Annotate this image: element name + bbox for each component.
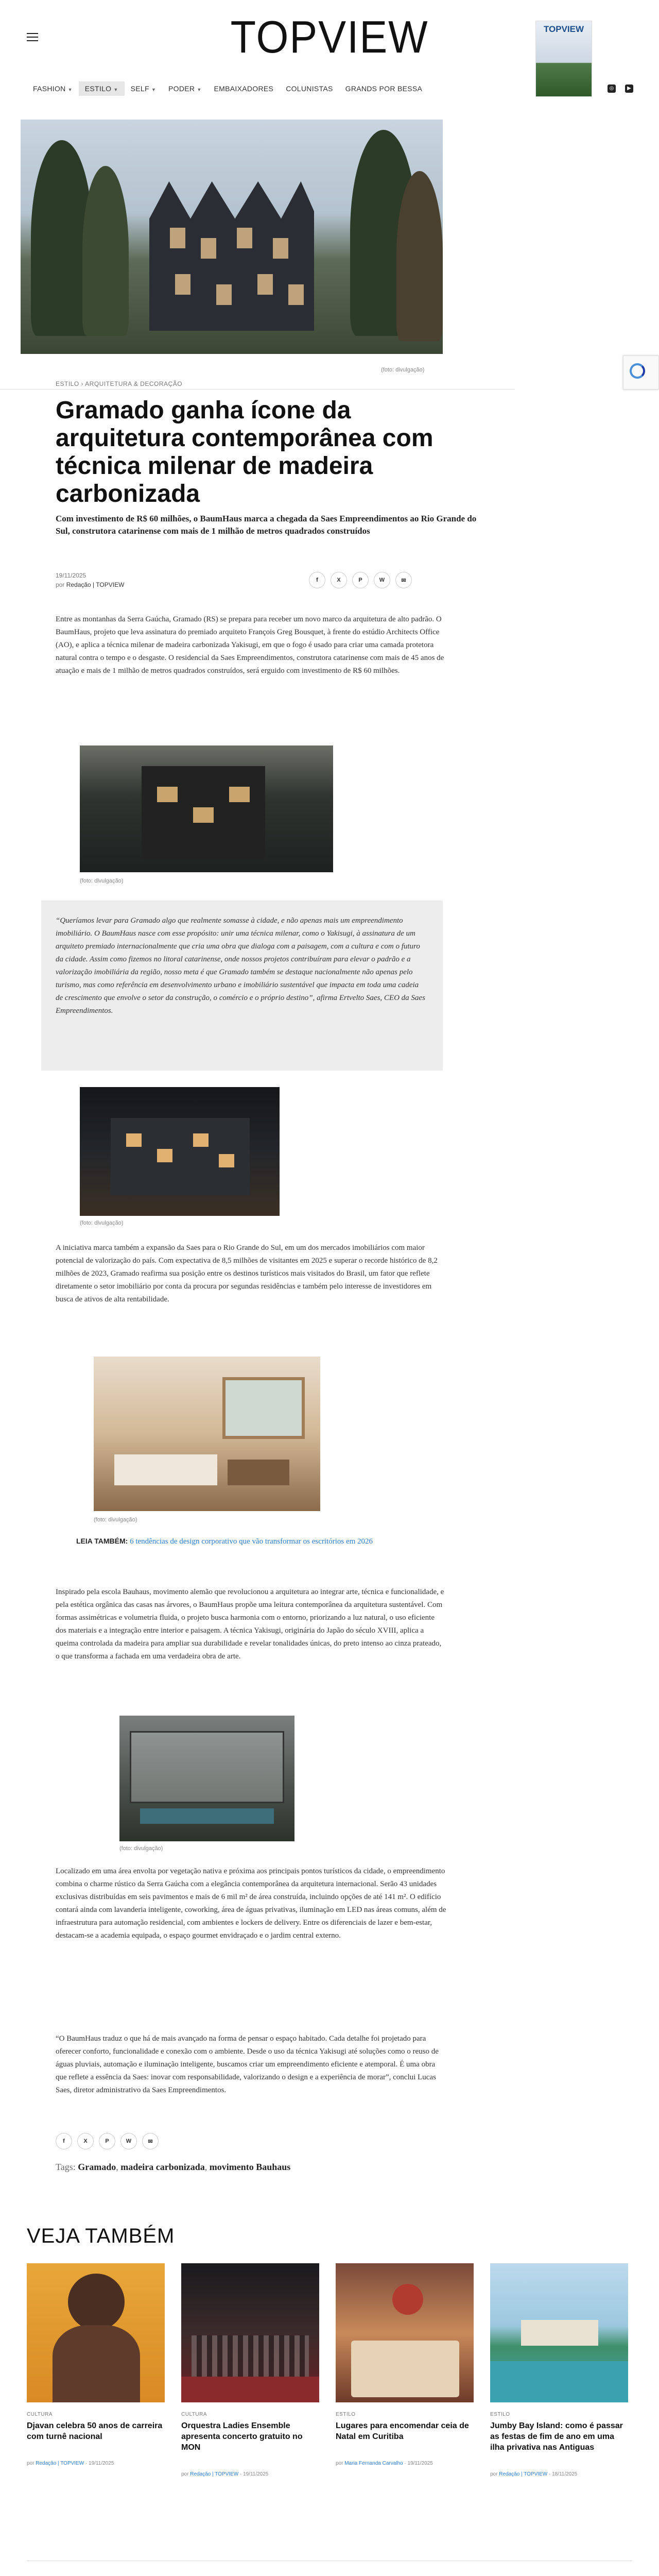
card-category[interactable]: CULTURA: [181, 2412, 207, 2417]
article-photo-interior: [94, 1357, 320, 1511]
pinterest-share-icon[interactable]: P: [352, 572, 369, 588]
pinterest-share-icon[interactable]: P: [99, 2133, 115, 2149]
instagram-icon[interactable]: ◎: [608, 84, 616, 93]
related-card-image[interactable]: [490, 2263, 628, 2402]
card-author[interactable]: Redação | TOPVIEW: [499, 2471, 548, 2477]
tags-label: Tags:: [56, 2162, 76, 2172]
article-paragraph: “O BaumHaus traduz o que há de mais avançado na forma de pensar o espaço habitado. Cada detalhe foi projetado para oferecer conforto, funcionalidade e conexão com o ambiente. Desde o uso da técnica Yakisugi até soluções como o reuso de águas pluviais, automação e iluminação inteligente, buscamos criar um empreendimento eficiente e atemporal. É uma obra que reflete a essência da Saes: inovar com responsabilidade, valorizando o design e a experiência de morar”, conclui Lucas Saes, diretor administrativo da Saes Empreendimentos.: [56, 2035, 439, 2094]
article-date: 19/11/2025: [56, 572, 86, 579]
card-date: 19/11/2025: [243, 2471, 269, 2477]
photo-caption: (foto: divulgação): [80, 878, 124, 884]
card-date: 18/11/2025: [552, 2471, 578, 2477]
whatsapp-share-icon[interactable]: W: [374, 572, 390, 588]
nav-colunistas[interactable]: COLUNISTAS: [286, 84, 333, 93]
x-share-icon[interactable]: X: [331, 572, 347, 588]
article-paragraph: A iniciativa marca também a expansão da Saes para o Rio Grande do Sul, em um dos mercados imobiliários com maior potencial de valorização do país. Com expectativa de 8,5 milhões de visitantes em 2025 e superar o recorde histórico de 8,2 milhões de 2023, Gramado reafirma sua posição entre os destinos turísticos mais visitados do Brasil, um fator que reflete diretamente o setor imobiliário por conta da procura por segundas residências e também pelo interesse de investidores em busca de ativos de alta rentabilidade.: [56, 1244, 438, 1303]
site-logo[interactable]: TOPVIEW: [230, 11, 429, 62]
magazine-cover-title: TOPVIEW: [543, 24, 584, 34]
photo-caption: (foto: divulgação): [94, 1517, 137, 1523]
card-meta: por Maria Fernanda Carvalho · 19/11/2025: [336, 2461, 433, 2466]
related-card-image[interactable]: [336, 2263, 474, 2402]
photo-caption: (foto: divulgação): [119, 1845, 163, 1852]
related-link-block: [76, 1535, 437, 1548]
main-nav: [27, 81, 428, 96]
tags: Tags: Gramado, madeira carbonizada, movimento Bauhaus: [56, 2162, 291, 2172]
nav-grands-por-bessa[interactable]: GRANDS POR BESSA: [345, 84, 423, 93]
article-paragraph: Localizado em uma área envolta por vegetação nativa e próxima aos principais pontos turísticos da cidade, o empreendimento combina o charme rústico da Serra Gaúcha com a elegância contemporânea da arquitetura internacional. Serão 43 unidades exclusivas distribuídas em seis pavimentos e mais de 6 mil m² de área construída, incluindo opções de até 141 m². O edifício contará ainda com lavanderia inteligente, coworking, área de águas privativas, iluminação em LED nas áreas comuns, além de infraestrutura para automação residencial, com ambientes e lockers de delivery. Entre os diferenciais de lazer e bem-estar, destacam-se a academia equipada, o espaço gourmet envidraçado e o jardim central externo.: [56, 1867, 446, 1940]
nav-fashion[interactable]: FASHION ▼: [33, 84, 73, 93]
card-author[interactable]: Maria Fernanda Carvalho: [344, 2461, 403, 2466]
magazine-cover[interactable]: [535, 21, 592, 97]
chevron-down-icon: ▼: [197, 87, 202, 92]
chevron-down-icon: ▼: [113, 87, 118, 92]
author-prefix: por: [56, 581, 65, 588]
article-paragraph: Entre as montanhas da Serra Gaúcha, Gramado (RS) se prepara para receber um novo marco da arquitetura de alto padrão. O BaumHaus, projeto que leva assinatura do premiado arquiteto François Greg Bousquet, à frente do estúdio Architects Office (AO), e aplica a técnica milenar de madeira carbonizada Yakisugi, em que o fogo é usado para criar uma camada protetora natural contra o tempo e o desgaste. O residencial da Saes Empreendimentos, construtora catarinense com mais de 45 anos de atuação e mais de 1 milhão de metros quadrados construídos, será erguido com investimento de R$ 60 milhões.: [56, 615, 444, 675]
related-card-image[interactable]: [27, 2263, 165, 2402]
share-bar: [309, 572, 412, 588]
breadcrumb[interactable]: ESTILO › ARQUITETURA & DECORAÇÃO: [56, 380, 183, 387]
facebook-share-icon[interactable]: f: [56, 2133, 72, 2149]
article-paragraph: Inspirado pela escola Bauhaus, movimento alemão que revolucionou a arquitetura ao integrar arte, técnica e funcionalidade, e pela estética orgânica das casas nas árvores, o BaumHaus propõe uma leitura contemporânea da arquitetura sustentável. Com formas assimétricas e volumetria fluida, o projeto busca harmonia com o entorno, priorizando a luz natural, o uso eficiente dos materiais e a integração entre interior e paisagem. A técnica Yakisugi, originária do Japão do século XVIII, aplica a queima controlada da madeira para ampliar sua durabilidade e revelar tonalidades únicas, do preto intenso ao cinza prateado, o que transforma a fachada em uma verdadeira obra de arte.: [56, 1588, 444, 1660]
share-bar-bottom: [56, 2133, 159, 2149]
card-title[interactable]: Lugares para encomendar ceia de Natal em Curitiba: [336, 2421, 469, 2441]
card-title[interactable]: Jumby Bay Island: como é passar as festas de fim de ano em uma ilha privativa nas Antiguas: [490, 2421, 623, 2452]
tag-link[interactable]: Gramado: [78, 2162, 116, 2172]
card-title[interactable]: Orquestra Ladies Ensemble apresenta concerto gratuito no MON: [181, 2421, 303, 2452]
card-category[interactable]: ESTILO: [490, 2412, 510, 2417]
youtube-icon[interactable]: ▶: [625, 84, 633, 93]
header-social: [608, 84, 633, 93]
author-link[interactable]: Redação | TOPVIEW: [66, 581, 125, 588]
x-share-icon[interactable]: X: [77, 2133, 94, 2149]
tag-link[interactable]: madeira carbonizada: [120, 2162, 205, 2172]
photo-caption: (foto: divulgação): [80, 1220, 124, 1226]
page-title: Gramado ganha ícone da arquitetura contemporânea com técnica milenar de madeira carbonizada: [56, 397, 433, 507]
related-card[interactable]: [27, 2263, 165, 2466]
related-card-image[interactable]: [181, 2263, 319, 2402]
article-photo-facade: [80, 745, 333, 872]
card-category[interactable]: CULTURA: [27, 2412, 53, 2417]
see-also-label: LEIA TAMBÉM:: [76, 1537, 128, 1545]
facebook-share-icon[interactable]: f: [309, 572, 325, 588]
article-photo-pool: [119, 1716, 294, 1841]
nav-poder[interactable]: PODER ▼: [168, 84, 202, 93]
article-byline: [56, 571, 124, 589]
card-meta: por Redação | TOPVIEW · 18/11/2025: [490, 2471, 578, 2477]
chevron-down-icon: ▼: [67, 87, 73, 92]
card-author[interactable]: Redação | TOPVIEW: [190, 2471, 239, 2477]
related-card[interactable]: [336, 2263, 474, 2466]
card-author[interactable]: Redação | TOPVIEW: [36, 2461, 84, 2466]
article-photo-night: [80, 1087, 280, 1216]
related-card[interactable]: [181, 2263, 319, 2477]
card-title[interactable]: Djavan celebra 50 anos de carreira com turnê nacional: [27, 2421, 163, 2441]
whatsapp-share-icon[interactable]: W: [120, 2133, 137, 2149]
pull-quote: “Queríamos levar para Gramado algo que realmente somasse à cidade, e não apenas mais um empreendimento imobiliário. O BaumHaus nasce com esse propósito: unir uma técnica milenar, como o Yakisugi, à assinatura de um arquiteto premiado internacionalmente que cria uma obra que dialoga com a paisagem, com a cultura e com o futuro da cidade. Assim como fizemos no litoral catarinense, onde nossos projetos contribuíram para elevar o padrão e a valorização imobiliária da região, nosso meta é que Gramado também se destaque nacionalmente não apenas pelo turismo, mas como referência em desenvolvimento urbano e imobiliário sustentável que impacta em toda uma cadeia de crescimento que envolve o setor da construção, o comércio e o próprio destino”, afirma Ertvelto Saes, CEO da Saes Empreendimentos.: [56, 917, 425, 1015]
recaptcha-badge[interactable]: [623, 355, 659, 389]
email-share-icon[interactable]: ✉: [142, 2133, 159, 2149]
email-share-icon[interactable]: ✉: [395, 572, 412, 588]
nav-embaixadores[interactable]: EMBAIXADORES: [214, 84, 274, 93]
section-title: VEJA TAMBÉM: [27, 2225, 175, 2247]
card-category[interactable]: ESTILO: [336, 2412, 356, 2417]
related-card[interactable]: [490, 2263, 628, 2477]
card-meta: por Redação | TOPVIEW · 19/11/2025: [181, 2471, 269, 2477]
tag-link[interactable]: movimento Bauhaus: [209, 2162, 291, 2172]
card-date: 19/11/2025: [89, 2461, 114, 2466]
nav-estilo[interactable]: ESTILO ▼: [79, 81, 125, 96]
hero-image: [21, 120, 443, 354]
article-subtitle: Com investimento de R$ 60 milhões, o BaumHaus marca a chegada da Saes Empreendimentos ao Rio Grande do Sul, construtora catarinense com mais de 1 milhão de metros quadrados construídos: [56, 514, 477, 536]
hero-caption: (foto: divulgação): [381, 367, 425, 373]
chevron-down-icon: ▼: [151, 87, 157, 92]
nav-self[interactable]: SELF ▼: [130, 84, 157, 93]
card-meta: por Redação | TOPVIEW · 19/11/2025: [27, 2461, 114, 2466]
card-date: 19/11/2025: [407, 2461, 433, 2466]
see-also-link[interactable]: 6 tendências de design corporativo que vão transformar os escritórios em 2026: [130, 1537, 373, 1546]
